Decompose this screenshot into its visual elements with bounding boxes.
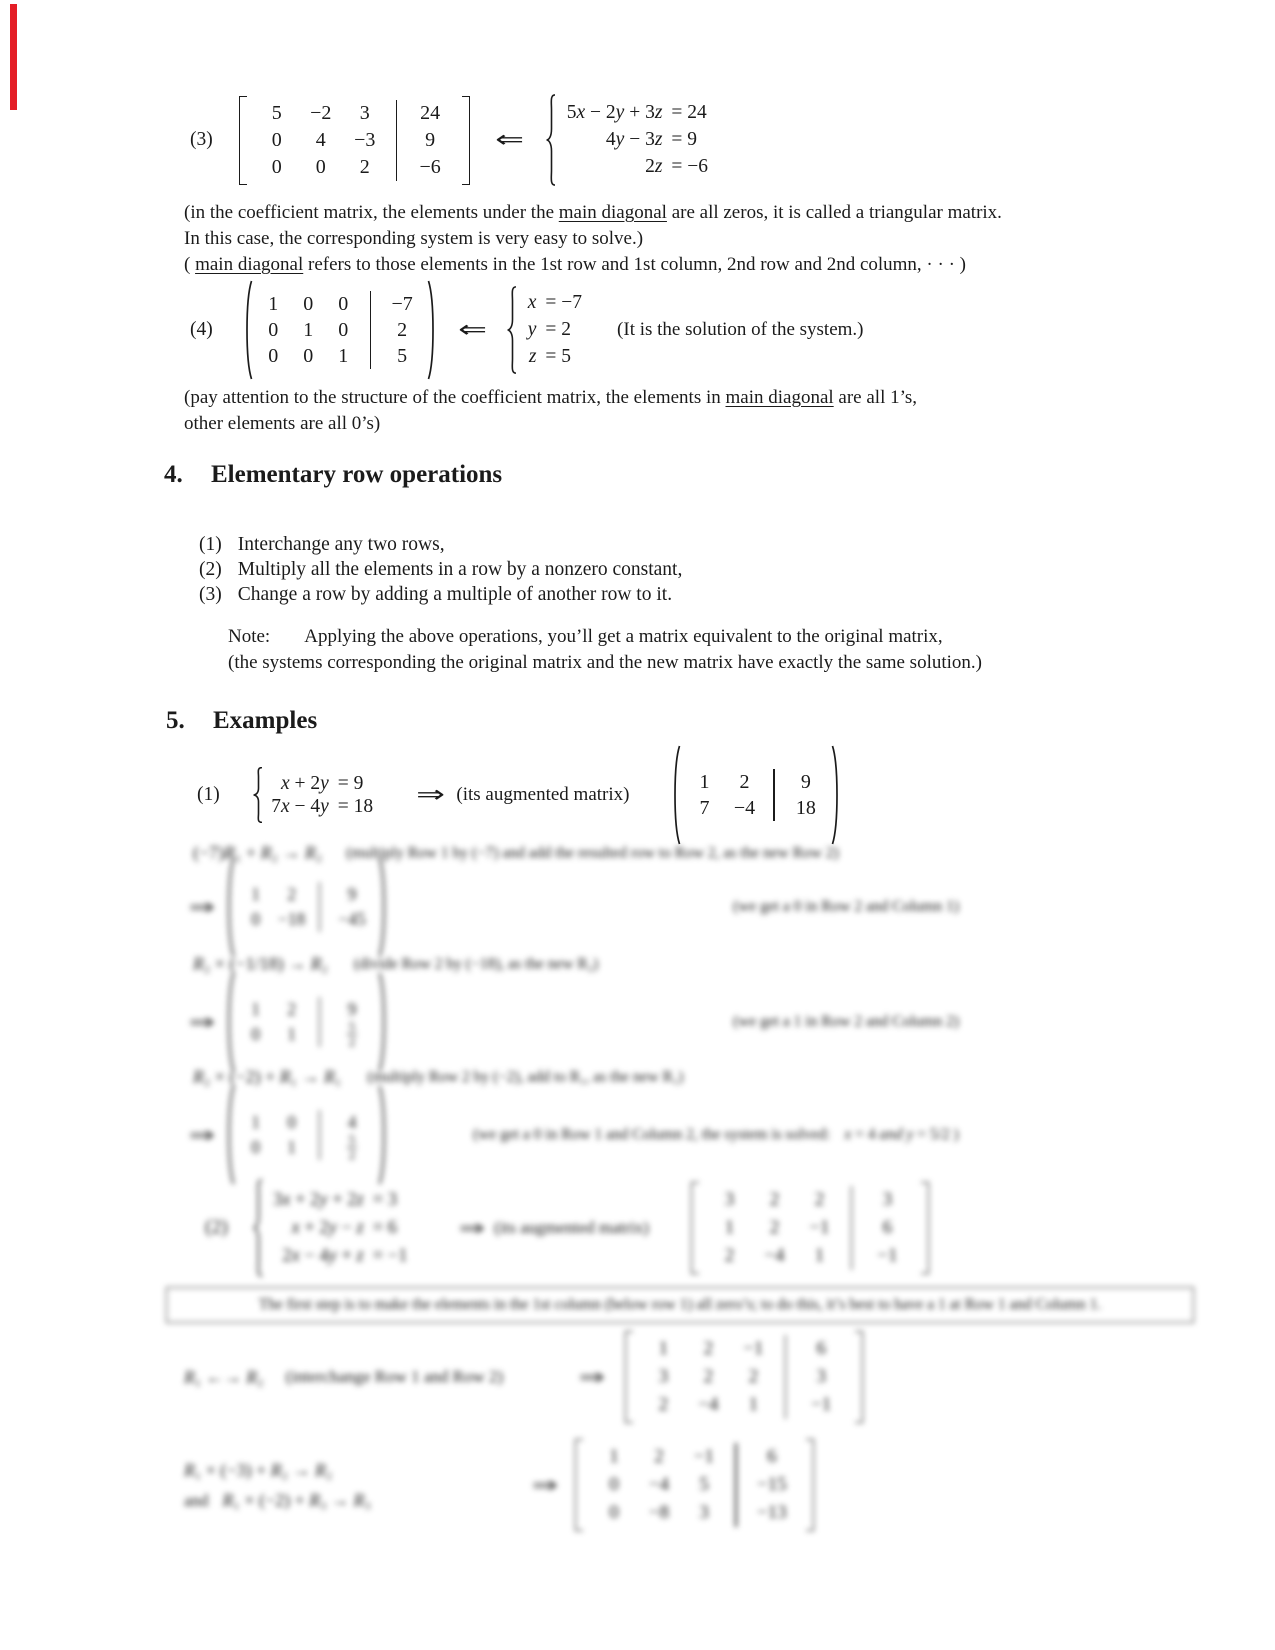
matrix-cell: 0 (609, 1502, 619, 1523)
paragraph-line: ( main diagonal refers to those elements in the 1st row and 1st column, 2nd row and 2nd column, · · · ) (184, 254, 966, 275)
matrix-cell: 0 (271, 155, 282, 178)
matrix-row (641, 1335, 847, 1363)
note-line: (the systems corresponding the original matrix and the new matrix have exactly the same solution.) (228, 652, 982, 673)
row-operation: R₁ × (−3) + R₂ → R₂ (184, 1459, 333, 1480)
result-comment: (we get a 1 in Row 2 and Column 2) (733, 1013, 960, 1030)
matrix-cell: 1 (338, 344, 349, 367)
matrix-cell: −6 (419, 155, 441, 178)
augmented-divider (785, 1335, 786, 1363)
equation-rhs: = 9 (671, 129, 698, 150)
equation-rhs: = 18 (337, 795, 374, 817)
implies-arrow: ⇒ (416, 781, 446, 808)
matrix-cell: 1 (287, 1137, 296, 1157)
system-brace (252, 1179, 263, 1277)
step1-result-row (188, 857, 960, 957)
matrix-cell: −15 (756, 1474, 787, 1495)
matrix-cell: 1 (814, 1245, 825, 1266)
matrix-cell: −8 (648, 1502, 670, 1523)
matrix-cell: 3 (882, 1189, 893, 1210)
matrix-cell: −2 (310, 101, 332, 124)
equation-lhs: y (527, 319, 537, 340)
underlined-term: main diagonal (195, 254, 304, 275)
row-operation: R₂ × (−1/18) → R₂ (193, 953, 328, 974)
matrix-cell: 0 (271, 128, 282, 151)
implies-arrow: ⇒ (188, 1122, 216, 1147)
matrix-row (641, 1391, 847, 1419)
interchange-row (184, 1331, 863, 1423)
operation-comment: (divide Row 2 by (−18), as the new R₂) (353, 955, 599, 972)
matrix-cell: −1 (809, 1217, 830, 1238)
implies-arrow: ⇒ (531, 1472, 558, 1497)
equation-lhs: 3x + 2y + 2z (272, 1189, 364, 1210)
section5-number: 5. (166, 707, 185, 734)
augmented-divider (851, 1186, 852, 1214)
matrix-cell: 9 (347, 884, 357, 904)
elimination-operations (184, 1455, 371, 1516)
matrix-cell: 2 (769, 1189, 780, 1210)
augmented-divider (319, 1022, 320, 1047)
matrix-row (238, 907, 375, 932)
augmented-divider (319, 882, 320, 907)
augmented-divider (735, 1499, 736, 1527)
matrix-body (588, 1439, 800, 1531)
step3-result-row (188, 1085, 959, 1185)
matrix-row (591, 1443, 797, 1471)
implies-arrow: ⇒ (188, 1009, 216, 1034)
row-operation: (−7)R₁ + R₂ → R₂ (193, 842, 323, 863)
matrix-cell: 0 (338, 292, 349, 315)
paren-right (378, 972, 388, 1072)
step2-result-row (188, 972, 960, 1072)
matrix-cell: 2 (739, 770, 750, 793)
matrix-cell (329, 1020, 375, 1049)
paragraph-line: other elements are all 0’s) (184, 413, 381, 434)
matrix-cell: 7 (699, 796, 710, 819)
matrix-cell: 1 (658, 1338, 669, 1359)
matrix-row (707, 1186, 913, 1214)
equation-rhs: = 2 (545, 319, 572, 340)
row-operation: R₂ × (−2) + R₁ → R₁ (193, 1066, 342, 1087)
matrix-body (235, 972, 378, 1072)
matrix-body (638, 1331, 850, 1423)
matrix-cell: 2 (703, 1338, 714, 1359)
augmented-divider (319, 997, 320, 1022)
matrix-cell: −1 (877, 1245, 898, 1266)
equation-line (273, 1186, 408, 1214)
matrix-body (235, 1085, 378, 1185)
matrix-cell: 1 (748, 1394, 759, 1415)
matrix-cell: 0 (268, 318, 279, 341)
equation-rhs: = −1 (372, 1245, 408, 1266)
matrix-cell: 0 (303, 344, 314, 367)
augmented-divider (851, 1214, 852, 1242)
matrix-cell: 0 (251, 909, 260, 929)
operation-comment: (multiply Row 1 by (−7) and add the resulted row to Row 2, as the new Row 2) (346, 844, 839, 861)
example2-system (273, 1186, 408, 1270)
example2-row (205, 1179, 929, 1277)
matrix-row (591, 1499, 797, 1527)
paragraph-line: (in the coefficient matrix, the elements under the main diagonal are all zeros, it is called a triangular matrix. (184, 202, 1002, 223)
matrix-cell: −18 (277, 909, 306, 929)
step2-matrix (225, 972, 388, 1072)
row-operation: and R₁ × (−2) + R₃ → R₃ (184, 1489, 371, 1510)
matrix-cell: 1 (268, 292, 279, 315)
matrix-cell: 4 (347, 1112, 357, 1132)
equation-lhs: x + 2y (280, 772, 329, 794)
matrix-cell: −3 (354, 128, 376, 151)
fraction: $\frac{5}{2}$ (348, 1019, 356, 1049)
matrix-cell: −7 (391, 292, 413, 315)
equation-lhs: 2z (645, 156, 663, 177)
equation-rhs: = 9 (337, 772, 364, 794)
elimination-row (184, 1439, 814, 1531)
example1-caption: (its augmented matrix) (456, 784, 630, 805)
section5-title: Examples (213, 707, 318, 734)
example2-caption: (its augmented matrix) (494, 1218, 649, 1237)
equation-lhs: 2x − 4y + z (282, 1245, 364, 1266)
matrix-cell: 1 (251, 1112, 260, 1132)
matrix-row (238, 1019, 375, 1049)
paren-right (378, 857, 388, 957)
list-item: (1) Interchange any two rows, (199, 534, 445, 555)
step1-matrix (225, 857, 388, 957)
implied-by-arrow: ⇐ (458, 316, 488, 343)
matrix-cell: 0 (303, 292, 314, 315)
matrix-row (238, 882, 375, 907)
result-comment: (we get a 0 in Row 2 and Column 1) (733, 898, 960, 915)
matrix-cell: 4 (315, 128, 326, 151)
matrix-cell: 2 (287, 884, 296, 904)
equation-line (273, 1214, 408, 1242)
section4-title: Elementary row operations (211, 461, 503, 488)
paren-left (225, 1085, 235, 1185)
matrix-cell: 5 (699, 1474, 709, 1495)
matrix-cell: 2 (814, 1189, 825, 1210)
matrix-cell: 1 (251, 999, 260, 1019)
equation-rhs: = 5 (545, 346, 572, 367)
augmented-divider (785, 1391, 786, 1419)
augmented-divider (319, 907, 320, 932)
augmented-divider (785, 1363, 786, 1391)
fraction: $\frac{5}{2}$ (348, 1132, 356, 1162)
matrix-cell: −45 (338, 909, 366, 929)
matrix-cell: 1 (609, 1446, 619, 1467)
item3-label: (3) (190, 129, 213, 150)
matrix-cell: 6 (816, 1338, 826, 1359)
matrix-cell: 5 (397, 344, 408, 367)
item4-label: (4) (190, 319, 213, 340)
matrix-cell: 2 (359, 155, 370, 178)
paragraph-line: In this case, the corresponding system is very easy to solve.) (184, 228, 644, 249)
boxed-remark: The first step is to make the elements in the 1st column (below row 1) all zero’s; to do this, it’s best to have a 1 at Row 1 and Column 1. (166, 1287, 1194, 1323)
paren-right (378, 1085, 388, 1185)
interchange-matrix (625, 1331, 863, 1423)
matrix-cell: 0 (609, 1474, 619, 1495)
matrix-cell: 0 (315, 155, 326, 178)
matrix-cell: 6 (767, 1446, 777, 1467)
operation-comment: (multiply Row 2 by (−2), add to R₁, as the new R₁) (367, 1068, 684, 1085)
note-label: Note: (228, 626, 271, 647)
matrix-cell: 0 (251, 1024, 260, 1044)
matrix-cell: 0 (338, 318, 349, 341)
matrix-cell: −4 (648, 1474, 670, 1495)
matrix-row (238, 1132, 375, 1162)
example2-augmented-matrix (691, 1182, 929, 1274)
matrix-cell: 5 (271, 101, 282, 124)
matrix-cell: 2 (397, 318, 408, 341)
augmented-divider (319, 1110, 320, 1135)
list-item: (2) Multiply all the elements in a row by a nonzero constant, (199, 559, 683, 580)
matrix-cell: 1 (699, 770, 710, 793)
equation-lhs: z (528, 346, 537, 367)
matrix-cell: 24 (420, 101, 441, 124)
matrix-cell: −1 (693, 1446, 715, 1467)
underlined-term: main diagonal (558, 202, 667, 223)
matrix-cell: 2 (658, 1394, 669, 1415)
paragraph-line: (pay attention to the structure of the coefficient matrix, the elements in main diagonal are all 1’s, (184, 387, 918, 408)
matrix-cell: 3 (724, 1189, 735, 1210)
item4-side-note: (It is the solution of the system.) (617, 319, 864, 340)
implied-by-arrow: ⇐ (495, 126, 525, 153)
matrix-cell: 9 (347, 999, 357, 1019)
solution-inline: x = 4 and y = 5/2 ) (844, 1126, 959, 1143)
equation-rhs: = 24 (671, 102, 707, 123)
implies-arrow: ⇒ (188, 894, 216, 919)
result-comment: (we get a 0 in Row 1 and Column 2, the system is solved: (473, 1126, 831, 1143)
note-line: Note: Applying the above operations, you’ll get a matrix equivalent to the original matrix, (228, 626, 943, 647)
matrix-cell: 3 (816, 1366, 826, 1387)
matrix-cell: 2 (287, 999, 296, 1019)
matrix-cell: −13 (756, 1502, 787, 1523)
implies-arrow: ⇒ (458, 1215, 485, 1240)
equation-line (273, 1242, 408, 1270)
matrix-row (641, 1363, 847, 1391)
matrix-cell: 18 (795, 796, 816, 819)
matrix-row (591, 1471, 797, 1499)
equation-lhs: 7x − 4y (271, 795, 329, 817)
implies-arrow: ⇒ (578, 1364, 606, 1389)
matrix-cell: 2 (654, 1446, 664, 1467)
matrix-cell: 3 (359, 101, 370, 124)
matrix-cell: 3 (699, 1502, 709, 1523)
equation-rhs: = −6 (671, 156, 709, 177)
row-operation: R₁ ←→ R₂ (184, 1366, 264, 1387)
matrix-cell (329, 1133, 375, 1162)
matrix-cell: −4 (698, 1394, 719, 1415)
matrix-cell: 0 (268, 344, 279, 367)
matrix-cell: −1 (811, 1394, 832, 1415)
matrix-cell: −4 (764, 1245, 785, 1266)
matrix-cell: 0 (251, 1137, 260, 1157)
matrix-cell: 2 (703, 1366, 714, 1387)
example1-label: (1) (197, 784, 220, 805)
equation-lhs: 4y − 3z (605, 129, 663, 150)
example2-label: (2) (205, 1217, 228, 1238)
equation-rhs: = −7 (545, 292, 583, 313)
matrix-cell: 2 (748, 1366, 759, 1387)
matrix-cell: 9 (800, 770, 811, 793)
augmented-divider (319, 1135, 320, 1160)
matrix-row (707, 1242, 913, 1270)
augmented-divider (851, 1242, 852, 1270)
matrix-cell: −1 (743, 1338, 764, 1359)
section4-number: 4. (164, 461, 183, 488)
matrix-cell: 3 (658, 1366, 669, 1387)
matrix-cell: −4 (733, 796, 756, 819)
paren-left (225, 857, 235, 957)
list-item: (3) Change a row by adding a multiple of another row to it. (199, 584, 673, 605)
step3-matrix (225, 1085, 388, 1185)
equation-lhs: 5x − 2y + 3z (566, 102, 663, 123)
matrix-body (704, 1182, 916, 1274)
matrix-cell: 0 (287, 1112, 296, 1132)
matrix-cell: 2 (769, 1217, 780, 1238)
underlined-term: main diagonal (725, 387, 834, 408)
matrix-cell: 1 (251, 884, 260, 904)
elimination-matrix (575, 1439, 813, 1531)
augmented-divider (735, 1471, 736, 1499)
equation-rhs: = 3 (372, 1189, 398, 1210)
matrix-cell: 6 (882, 1217, 893, 1238)
equation-lhs: x + 2y − z (291, 1217, 364, 1238)
augmented-divider (735, 1443, 736, 1471)
matrix-cell: 9 (425, 128, 436, 151)
paren-left (225, 972, 235, 1072)
matrix-cell: 2 (724, 1245, 735, 1266)
matrix-cell: 1 (287, 1024, 296, 1044)
matrix-row (707, 1214, 913, 1242)
operation-comment: (interchange Row 1 and Row 2) (285, 1367, 504, 1386)
matrix-cell: 1 (724, 1217, 735, 1238)
equation-lhs: x (527, 292, 537, 313)
matrix-body (235, 857, 378, 957)
matrix-cell: 1 (303, 318, 314, 341)
equation-rhs: = 6 (372, 1217, 398, 1238)
